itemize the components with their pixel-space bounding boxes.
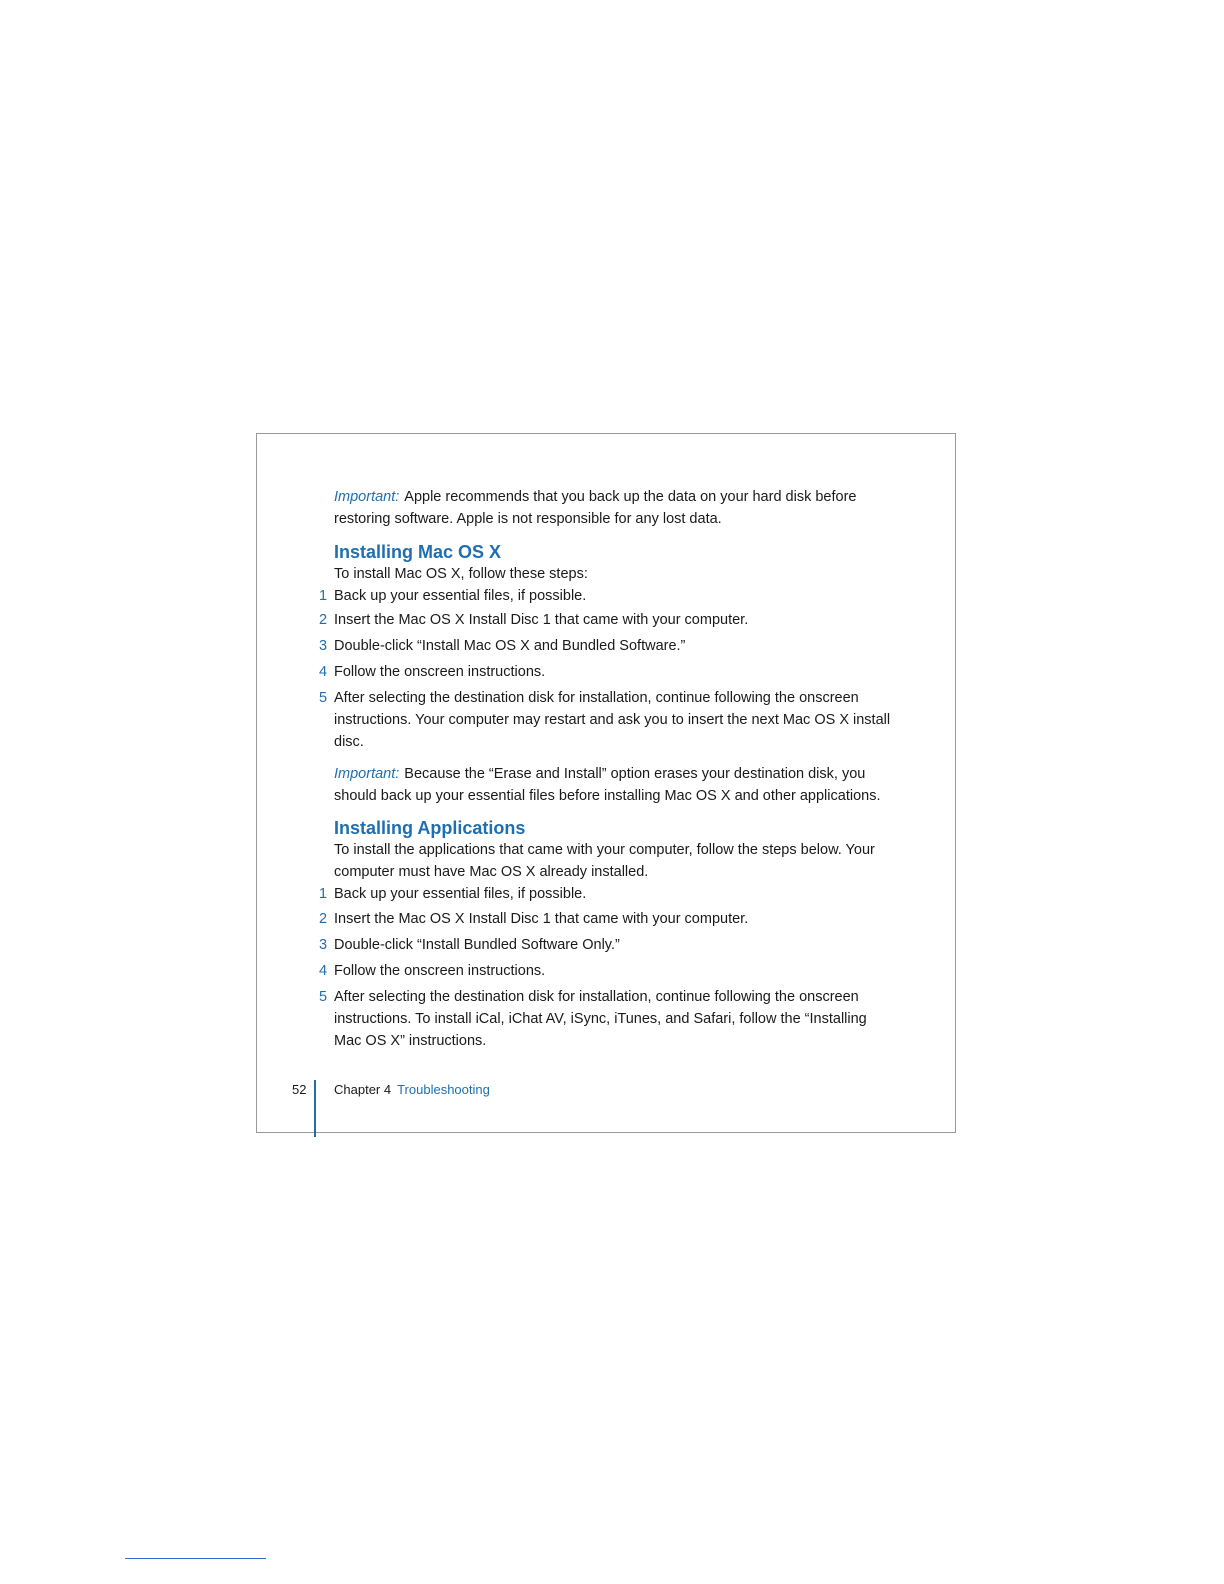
step-number: 1	[319, 886, 328, 902]
step-text: Back up your essential files, if possible.	[334, 588, 587, 604]
chapter-title: Troubleshooting	[397, 1082, 490, 1097]
section1-step-4	[319, 661, 894, 683]
section2-step-2	[319, 908, 894, 930]
step-text: Insert the Mac OS X Install Disc 1 that came with your computer.	[334, 612, 749, 628]
heading-installing-mac-os-x: Installing Mac OS X	[334, 542, 502, 562]
step-text: Follow the onscreen instructions.	[334, 963, 546, 979]
step-number: 2	[319, 612, 328, 628]
section2-step-3	[319, 934, 894, 956]
important-text: Apple recommends that you back up the data on your hard disk before restoring software. Apple is not responsible for any lost data.	[334, 489, 857, 527]
footer-divider	[314, 1080, 316, 1137]
step-text: Insert the Mac OS X Install Disc 1 that came with your computer.	[334, 911, 749, 927]
important-text: Because the “Erase and Install” option erases your destination disk, you should back up your essential files before installing Mac OS X and other applications.	[334, 766, 881, 804]
step-number: 4	[319, 963, 328, 979]
step-number: 4	[319, 664, 328, 680]
section2-step-4	[319, 960, 894, 982]
important-note-erase	[334, 763, 894, 807]
heading-installing-applications: Installing Applications	[334, 818, 526, 838]
chapter-label: Chapter 4	[334, 1082, 392, 1097]
important-label: Important:	[334, 766, 400, 782]
section2-step-1	[319, 883, 894, 905]
step-text: Back up your essential files, if possible.	[334, 886, 587, 902]
step-text: Double-click “Install Bundled Software Only.”	[334, 937, 620, 953]
step-number: 5	[319, 989, 328, 1005]
section1-intro: To install Mac OS X, follow these steps:	[334, 566, 588, 582]
step-number: 3	[319, 638, 328, 654]
step-text: After selecting the destination disk for installation, continue following the onscreen instructions. To install iCal, iChat AV, iSync, iTunes, and Safari, follow the “Installing Mac OS X” instructions.	[334, 989, 867, 1049]
step-text: Follow the onscreen instructions.	[334, 664, 546, 680]
important-note-backup	[334, 486, 894, 530]
section2-step-5	[319, 986, 894, 1052]
footer-chapter	[334, 1082, 490, 1098]
important-label: Important:	[334, 489, 400, 505]
step-number: 3	[319, 937, 328, 953]
section1-step-5	[319, 687, 894, 753]
section2-intro: To install the applications that came with your computer, follow the steps below. Your computer must have Mac OS X already installed.	[334, 842, 875, 880]
step-number: 5	[319, 690, 328, 706]
page-content	[319, 486, 894, 1052]
page-number: 52	[292, 1082, 307, 1097]
step-text: Double-click “Install Mac OS X and Bundled Software.”	[334, 638, 686, 654]
bottom-link-underline	[125, 1558, 266, 1559]
section1-step-2	[319, 609, 894, 631]
step-text: After selecting the destination disk for installation, continue following the onscreen instructions. Your computer may restart and ask you to insert the next Mac OS X install disc.	[334, 690, 891, 750]
section1-step-1	[319, 585, 894, 607]
section1-step-3	[319, 635, 894, 657]
step-number: 2	[319, 911, 328, 927]
step-number: 1	[319, 588, 328, 604]
